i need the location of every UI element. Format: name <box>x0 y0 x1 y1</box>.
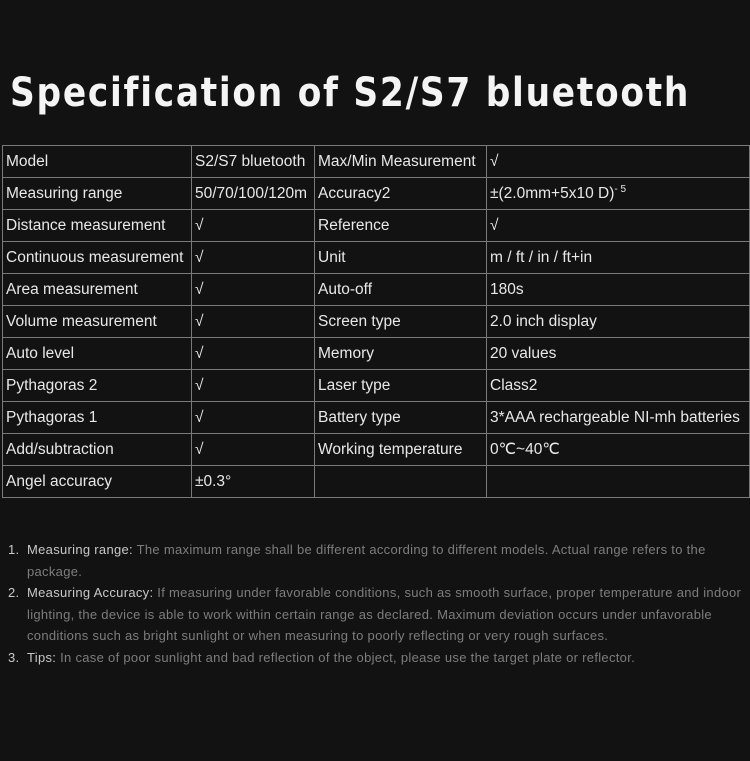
spec-value: 50/70/100/120m <box>192 178 315 210</box>
spec-value: √ <box>192 242 315 274</box>
spec-value: 0℃~40℃ <box>487 434 750 466</box>
table-row <box>3 434 750 466</box>
spec-label: Add/subtraction <box>3 434 192 466</box>
footnote-text: In case of poor sunlight and bad reflection of the object, please use the target plate or reflector. <box>56 649 636 665</box>
spec-value: √ <box>192 274 315 306</box>
spec-value: √ <box>487 210 750 242</box>
spec-label: Pythagoras 2 <box>3 370 192 402</box>
table-row <box>3 242 750 274</box>
spec-label: Max/Min Measurement <box>315 146 487 178</box>
spec-label: Volume measurement <box>3 306 192 338</box>
spec-value: √ <box>192 370 315 402</box>
spec-label: Angel accuracy <box>3 466 192 498</box>
spec-label: Continuous measurement <box>3 242 192 274</box>
spec-value: √ <box>192 210 315 242</box>
spec-value: S2/S7 bluetooth <box>192 146 315 178</box>
spec-label: Model <box>3 146 192 178</box>
footnote-text: The maximum range shall be different according to different models. Actual range refers to the package. <box>27 542 706 579</box>
footnote-item <box>8 647 743 669</box>
spec-value: √ <box>192 402 315 434</box>
spec-value <box>487 466 750 498</box>
footnote-item <box>8 539 743 582</box>
spec-label: Memory <box>315 338 487 370</box>
spec-label: Working temperature <box>315 434 487 466</box>
footnote-label: Measuring Accuracy: <box>27 585 154 600</box>
spec-value: √ <box>487 146 750 178</box>
spec-value: 2.0 inch display <box>487 306 750 338</box>
spec-label: Accuracy2 <box>315 178 487 210</box>
footnote-number: 3. <box>8 649 20 665</box>
table-row <box>3 306 750 338</box>
spec-value: √ <box>192 434 315 466</box>
spec-label: Distance measurement <box>3 210 192 242</box>
spec-label <box>315 466 487 498</box>
spec-table <box>2 145 750 498</box>
table-row <box>3 402 750 434</box>
spec-value: √ <box>192 306 315 338</box>
accuracy-exponent: - 5 <box>614 183 627 195</box>
spec-label: Auto-off <box>315 274 487 306</box>
spec-value: m / ft / in / ft+in <box>487 242 750 274</box>
spec-value: √ <box>192 338 315 370</box>
spec-label: Unit <box>315 242 487 274</box>
table-row <box>3 146 750 178</box>
spec-label: Area measurement <box>3 274 192 306</box>
spec-value: 3*AAA rechargeable NI-mh batteries <box>487 402 750 434</box>
page-title: Specification of S2/S7 bluetooth <box>10 70 691 116</box>
spec-label: Reference <box>315 210 487 242</box>
footnote-item <box>8 582 743 647</box>
table-row <box>3 370 750 402</box>
spec-value: 20 values <box>487 338 750 370</box>
table-row <box>3 210 750 242</box>
footnotes <box>8 539 743 668</box>
spec-value: 180s <box>487 274 750 306</box>
footnote-label: Measuring range: <box>27 542 133 557</box>
table-row <box>3 466 750 498</box>
table-row <box>3 178 750 210</box>
spec-value: ±(2.0mm+5x10 D)$^{- 5}$ <box>487 178 750 210</box>
spec-value: ±0.3° <box>192 466 315 498</box>
spec-label: Measuring range <box>3 178 192 210</box>
spec-label: Battery type <box>315 402 487 434</box>
footnote-number: 2. <box>8 585 20 600</box>
spec-label: Pythagoras 1 <box>3 402 192 434</box>
spec-label: Screen type <box>315 306 487 338</box>
spec-value: Class2 <box>487 370 750 402</box>
table-row <box>3 338 750 370</box>
footnote-label: Tips: <box>27 649 57 665</box>
table-row <box>3 274 750 306</box>
spec-label: Laser type <box>315 370 487 402</box>
spec-label: Auto level <box>3 338 192 370</box>
footnote-text: If measuring under favorable conditions, such as smooth surface, proper temperature and indoor lighting, the device is able to work within certain range as declared. Maximum deviation occurs under unfavorable conditions such as bright sunlight or when measuring to poorly reflecting or very rough surfaces. <box>27 585 742 643</box>
footnote-number: 1. <box>8 542 20 557</box>
